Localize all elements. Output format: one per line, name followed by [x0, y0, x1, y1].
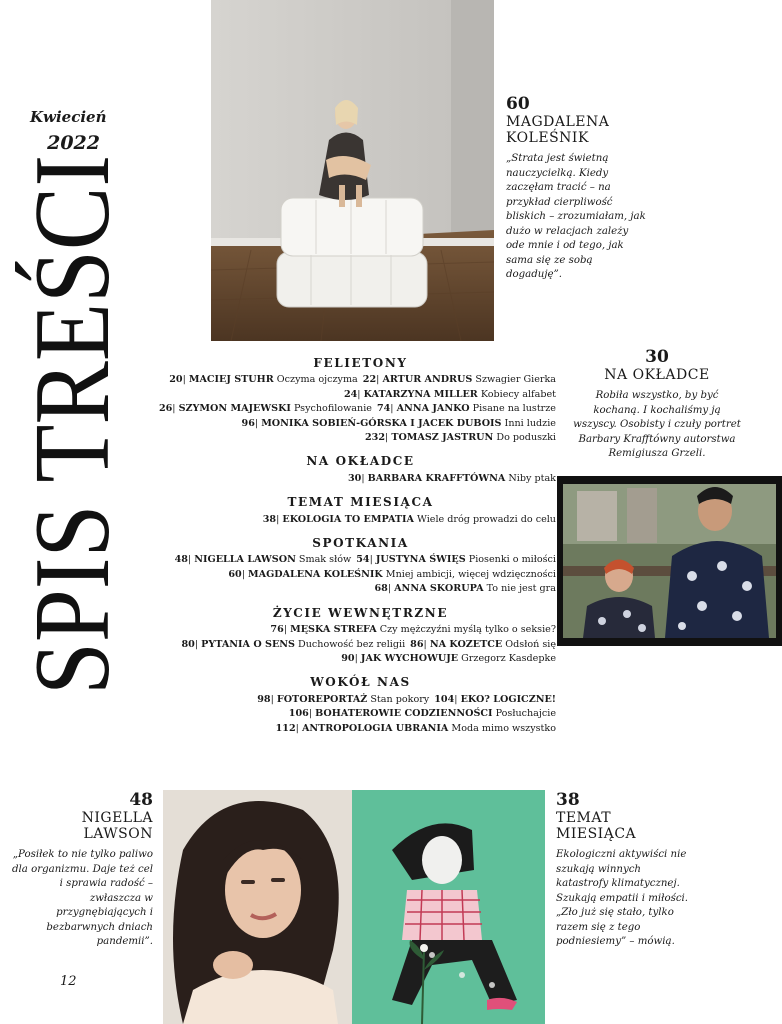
- toc-entry-title: Duchowość bez religii: [298, 638, 406, 650]
- toc-line: [120, 388, 556, 402]
- toc-entry[interactable]: [363, 374, 556, 385]
- table-of-contents: [120, 356, 556, 736]
- toc-section-title: SPOTKANIA: [312, 536, 409, 551]
- toc-entry[interactable]: [377, 403, 556, 414]
- toc-entry-page: 26: [158, 403, 173, 415]
- toc-entry-title: Posłuchajcie: [495, 708, 556, 720]
- toc-entry[interactable]: [159, 403, 372, 414]
- toc-entry-name: EKOLOGIA TO EMPATIA: [282, 513, 414, 525]
- toc-entry-name: ARTUR ANDRUS: [382, 374, 473, 386]
- toc-entry[interactable]: [410, 639, 556, 650]
- feature-38: [556, 790, 696, 950]
- toc-entry-separator: |: [454, 693, 461, 705]
- toc-line: [120, 707, 556, 721]
- toc-line: [120, 582, 556, 596]
- toc-entry-page: 96: [241, 417, 255, 429]
- toc-section-title: WOKÓŁ NAS: [310, 675, 411, 690]
- page-title: [8, 155, 118, 700]
- toc-entry-title: Stan pokory: [370, 693, 430, 705]
- feature-60-name-line1: MAGDALENA: [506, 114, 610, 130]
- toc-entry[interactable]: [348, 473, 556, 484]
- toc-entry[interactable]: [356, 554, 556, 565]
- toc-line: [120, 722, 556, 736]
- feature-60-quote: „Strata jest świetną nauczycielką. Kiedy zaczęłam tracić – na przykład cierpliwość bliskich – zrozumiałam, jak dużo w relacjach zależy ode mnie i od tego, jak sama się ze sobą dogaduję”.: [506, 153, 646, 280]
- toc-entry-page: 76: [270, 624, 284, 636]
- toc-entry-separator: |: [390, 403, 397, 415]
- toc-entry-page: 106: [288, 708, 309, 720]
- issue-year: 2022: [47, 132, 100, 154]
- toc-entry-page: 74: [376, 403, 391, 415]
- photo-nigella-lawson: [163, 790, 352, 1024]
- toc-entry-separator: |: [276, 513, 283, 525]
- toc-entry-separator: |: [385, 432, 392, 444]
- toc-entry-title: Moda mimo wszystko: [451, 722, 556, 734]
- toc-entry-separator: |: [376, 374, 383, 386]
- feature-48-quote: „Posiłek to nie tylko paliwo dla organizmu. Daje też cel i sprawia radość – zwłaszcza w przygnębiających i bezbarwnych dniach pandemii”.: [12, 849, 153, 947]
- toc-entry-separator: |: [295, 722, 302, 734]
- toc-entry-title: To nie jest gra: [486, 583, 556, 595]
- toc-entry-page: 22: [362, 374, 377, 386]
- feature-30-text: Robiła wszystko, by być kochaną. I kochaliśmy ją wszyscy. Osobisty i czuły portret Barbary Krafftówny autorstwa Remigiusza Grzeli.: [573, 390, 741, 459]
- toc-section-title: NA OKŁADCE: [306, 454, 415, 469]
- toc-entry-name: KATARZYNA MILLER: [363, 388, 478, 400]
- toc-line: [120, 472, 556, 486]
- toc-entry-title: Grzegorz Kasdepke: [461, 652, 556, 664]
- toc-entry-page: 38: [262, 513, 277, 525]
- photo-magdalena-kolesnik: [211, 0, 494, 341]
- toc-entry-title: Kobiecy alfabet: [480, 388, 556, 400]
- feature-60-name-line2: KOLEŚNIK: [506, 130, 589, 146]
- toc-entry[interactable]: [289, 708, 556, 719]
- toc-entry-name: BOHATEROWIE CODZIENNOŚCI: [315, 708, 493, 720]
- page-number: 12: [60, 974, 77, 989]
- toc-entry[interactable]: [365, 432, 556, 443]
- toc-entry-name: ANNA SKORUPA: [394, 583, 484, 595]
- feature-30: [557, 347, 757, 462]
- toc-entry-page: 20: [169, 374, 183, 386]
- feature-48: [10, 790, 153, 950]
- toc-entry-title: Piosenki o miłości: [468, 554, 556, 566]
- toc-entry-separator: |: [172, 403, 179, 415]
- toc-line: [120, 553, 556, 567]
- feature-30-page: 30: [645, 347, 669, 367]
- toc-entry-name: NIGELLA LAWSON: [194, 554, 296, 566]
- toc-entry-title: Niby ptak: [508, 472, 556, 484]
- toc-entry-page: 48: [174, 554, 188, 566]
- toc-entry-title: Mniej ambicji, więcej wdzięczności: [385, 568, 556, 580]
- toc-entry-page: 98: [257, 693, 271, 705]
- illustration-ecology: [352, 790, 545, 1024]
- toc-entry-separator: |: [254, 417, 262, 429]
- toc-line: [120, 402, 556, 416]
- toc-entry[interactable]: [434, 694, 556, 705]
- issue-month: Kwiecień: [30, 108, 107, 126]
- feature-48-name-line1: NIGELLA: [81, 810, 153, 826]
- toc-entry-title: Odsłoń się: [505, 638, 556, 650]
- feature-60-page: 60: [506, 94, 530, 114]
- toc-entry[interactable]: [341, 653, 556, 664]
- toc-entry-page: 104: [434, 693, 455, 705]
- toc-entry-title: Psychofilowanie: [293, 403, 372, 415]
- feature-38-text: Ekologiczni aktywiści nie szukają winnych katastrofy klimatycznej. Szukają empatii i miłości. „Zło już się stało, tylko razem się z tego podniesiemy” – mówią.: [556, 849, 689, 947]
- feature-38-label: TEMAT MIESIĄCA: [556, 810, 637, 842]
- toc-entry-name: ANNA JANKO: [396, 403, 470, 415]
- toc-line: [120, 417, 556, 431]
- toc-entry-separator: |: [387, 583, 395, 595]
- toc-entry-title: Wiele dróg prowadzi do celu: [417, 513, 556, 525]
- toc-entry-page: 232: [364, 432, 386, 444]
- toc-entry-name: TOMASZ JASTRUN: [391, 432, 494, 444]
- feature-60: [506, 94, 646, 283]
- toc-line: [120, 652, 556, 666]
- toc-entry-separator: |: [283, 624, 291, 636]
- toc-line: [120, 373, 556, 387]
- toc-entry-title: Pisane na lustrze: [472, 403, 556, 415]
- toc-line: [120, 623, 556, 637]
- feature-48-name-line2: LAWSON: [83, 826, 153, 842]
- toc-entry[interactable]: [344, 389, 556, 400]
- feature-48-page: 48: [129, 790, 153, 810]
- toc-entry-title: Inni ludzie: [504, 417, 556, 429]
- toc-section-title: ŻYCIE WEWNĘTRZNE: [272, 605, 449, 620]
- toc-entry-name: EKO? LOGICZNE!: [460, 693, 556, 705]
- toc-entry-separator: |: [354, 652, 361, 664]
- toc-entry-separator: |: [361, 472, 368, 484]
- toc-entry-page: 80: [181, 638, 195, 650]
- toc-entry-separator: |: [194, 638, 202, 650]
- toc-entry[interactable]: [257, 694, 429, 705]
- toc-line: [120, 431, 556, 445]
- toc-entry-name: SZYMON MAJEWSKI: [178, 403, 291, 415]
- toc-entry-separator: |: [182, 374, 189, 386]
- toc-line: [120, 638, 556, 652]
- toc-entry-page: 54: [356, 554, 370, 566]
- toc-entry[interactable]: [169, 374, 358, 385]
- toc-entry-name: FOTOREPORTAŻ: [276, 693, 368, 705]
- toc-entry-name: BARBARA KRAFFTÓWNA: [367, 472, 506, 484]
- toc-entry[interactable]: [228, 569, 556, 580]
- toc-entry-page: 90: [341, 652, 355, 664]
- toc-section-title: FELIETONY: [313, 356, 408, 370]
- toc-entry-page: 60: [228, 568, 242, 580]
- toc-entry-name: PYTANIA O SENS: [201, 638, 295, 650]
- toc-line: [120, 568, 556, 582]
- toc-entry-page: 112: [275, 722, 296, 734]
- toc-entry-name: ANTROPOLOGIA UBRANIA: [301, 722, 449, 734]
- toc-entry-separator: |: [187, 554, 195, 566]
- toc-entry-name: MACIEJ STUHR: [188, 374, 274, 386]
- toc-entry-separator: |: [270, 693, 277, 705]
- toc-entry[interactable]: [374, 583, 556, 594]
- toc-line: [120, 693, 556, 707]
- toc-entry-page: 24: [343, 388, 358, 400]
- toc-entry[interactable]: [182, 639, 406, 650]
- toc-entry-name: MĘSKA STREFA: [290, 624, 377, 636]
- toc-entry-separator: |: [241, 568, 249, 580]
- toc-entry[interactable]: [242, 418, 556, 429]
- toc-entry-page: 86: [410, 638, 424, 650]
- toc-entry-separator: |: [357, 388, 364, 400]
- toc-entry-separator: |: [423, 638, 430, 650]
- toc-entry-page: 30: [347, 472, 362, 484]
- toc-entry-name: NA KOZETCE: [429, 638, 503, 650]
- toc-line: [120, 513, 556, 527]
- toc-entry-title: Smak słów: [298, 554, 352, 566]
- toc-entry[interactable]: [175, 554, 352, 565]
- feature-38-page: 38: [556, 790, 580, 810]
- toc-entry-name: MONIKA SOBIEŃ-GÓRSKA I JACEK DUBOIS: [261, 417, 502, 429]
- page-title-text: SPIS TREŚ: [13, 189, 118, 695]
- toc-entry[interactable]: [276, 723, 556, 734]
- toc-entry-title: Oczyma ojczyma: [276, 374, 358, 386]
- photo-cover-krafftowna: [557, 476, 782, 646]
- toc-entry-separator: |: [369, 554, 376, 566]
- toc-entry-name: JAK WYCHOWUJE: [360, 652, 459, 664]
- toc-section-title: TEMAT MIESIĄCA: [287, 495, 434, 510]
- toc-entry[interactable]: [263, 514, 556, 525]
- feature-30-label: NA OKŁADCE: [604, 367, 710, 383]
- toc-entry-name: JUSTYNA ŚWIĘS: [375, 554, 466, 566]
- toc-entry-separator: |: [308, 708, 316, 720]
- toc-entry-title: Szwagier Gierka: [475, 374, 556, 386]
- toc-entry-title: Do poduszki: [496, 432, 556, 444]
- toc-entry-name: MAGDALENA KOLEŚNIK: [248, 568, 383, 580]
- toc-entry[interactable]: [270, 624, 556, 635]
- toc-entry-title: Czy mężczyźni myślą tylko o seksie?: [379, 624, 556, 636]
- toc-entry-page: 68: [374, 583, 388, 595]
